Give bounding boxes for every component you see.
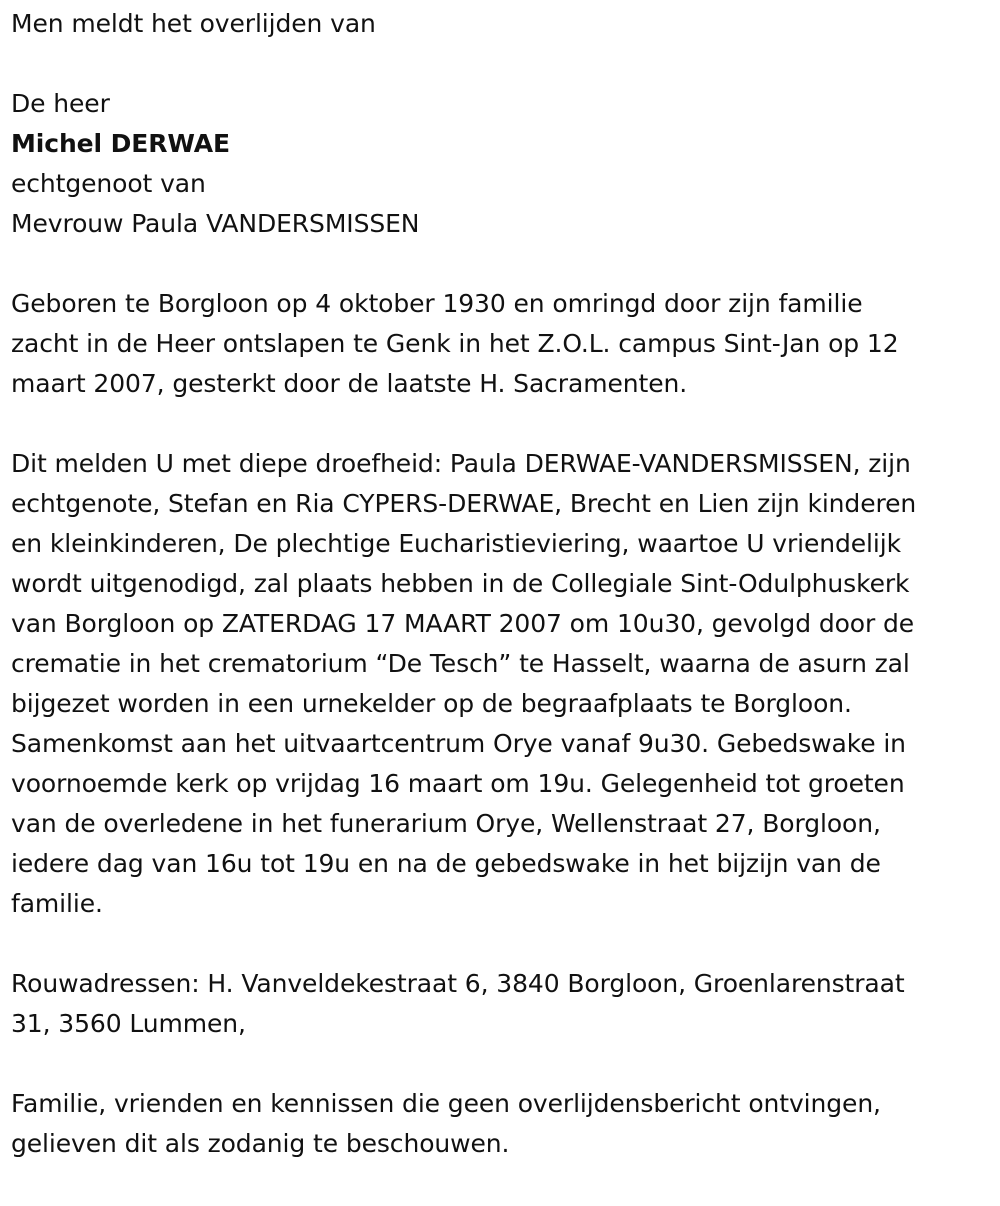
spacer bbox=[11, 1044, 986, 1084]
paragraph-line: crematie in het crematorium “De Tesch” te Hasselt, waarna de asurn zal bbox=[11, 649, 910, 678]
paragraph-line: wordt uitgenodigd, zal plaats hebben in de Collegiale Sint-Odulphuskerk bbox=[11, 569, 910, 598]
paragraph-line: 31, 3560 Lummen, bbox=[11, 1009, 246, 1038]
closing-paragraph bbox=[11, 1084, 986, 1164]
paragraph-line: van de overledene in het funerarium Orye, Wellenstraat 27, Borgloon, bbox=[11, 809, 881, 838]
paragraph-line: Dit melden U met diepe droefheid: Paula DERWAE-VANDERSMISSEN, zijn bbox=[11, 449, 911, 478]
paragraph-line: maart 2007, gesterkt door de laatste H. Sacramenten. bbox=[11, 369, 688, 398]
paragraph-line: iedere dag van 16u tot 19u en na de gebedswake in het bijzijn van de bbox=[11, 849, 881, 878]
spouse-name: Mevrouw Paula VANDERSMISSEN bbox=[11, 209, 420, 238]
honorific: De heer bbox=[11, 89, 110, 118]
spacer bbox=[11, 924, 986, 964]
address-paragraph bbox=[11, 964, 986, 1044]
intro-text: Men meldt het overlijden van bbox=[11, 9, 376, 38]
paragraph-line: voornoemde kerk op vrijdag 16 maart om 19u. Gelegenheid tot groeten bbox=[11, 769, 905, 798]
paragraph-line: van Borgloon op ZATERDAG 17 MAART 2007 om 10u30, gevolgd door de bbox=[11, 609, 915, 638]
spacer bbox=[11, 404, 986, 444]
paragraph-line: bijgezet worden in een urnekelder op de begraafplaats te Borgloon. bbox=[11, 689, 852, 718]
paragraph-line: echtgenote, Stefan en Ria CYPERS-DERWAE, Brecht en Lien zijn kinderen bbox=[11, 489, 917, 518]
deceased-name: Michel DERWAE bbox=[11, 129, 230, 158]
announcement-paragraph bbox=[11, 444, 986, 924]
paragraph-line: Samenkomst aan het uitvaartcentrum Orye vanaf 9u30. Gebedswake in bbox=[11, 729, 906, 758]
paragraph-line: zacht in de Heer ontslapen te Genk in het Z.O.L. campus Sint-Jan op 12 bbox=[11, 329, 899, 358]
paragraph-line: gelieven dit als zodanig te beschouwen. bbox=[11, 1129, 510, 1158]
relation-text: echtgenoot van bbox=[11, 169, 206, 198]
spacer bbox=[11, 44, 986, 84]
paragraph-line: Familie, vrienden en kennissen die geen overlijdensbericht ontvingen, bbox=[11, 1089, 881, 1118]
birth-death-paragraph bbox=[11, 284, 986, 404]
paragraph-line: Rouwadressen: H. Vanveldekestraat 6, 3840 Borgloon, Groenlarenstraat bbox=[11, 969, 905, 998]
spacer bbox=[11, 244, 986, 284]
paragraph-line: Geboren te Borgloon op 4 oktober 1930 en omringd door zijn familie bbox=[11, 289, 863, 318]
paragraph-line: en kleinkinderen, De plechtige Eucharistieviering, waartoe U vriendelijk bbox=[11, 529, 901, 558]
paragraph-line: familie. bbox=[11, 889, 103, 918]
